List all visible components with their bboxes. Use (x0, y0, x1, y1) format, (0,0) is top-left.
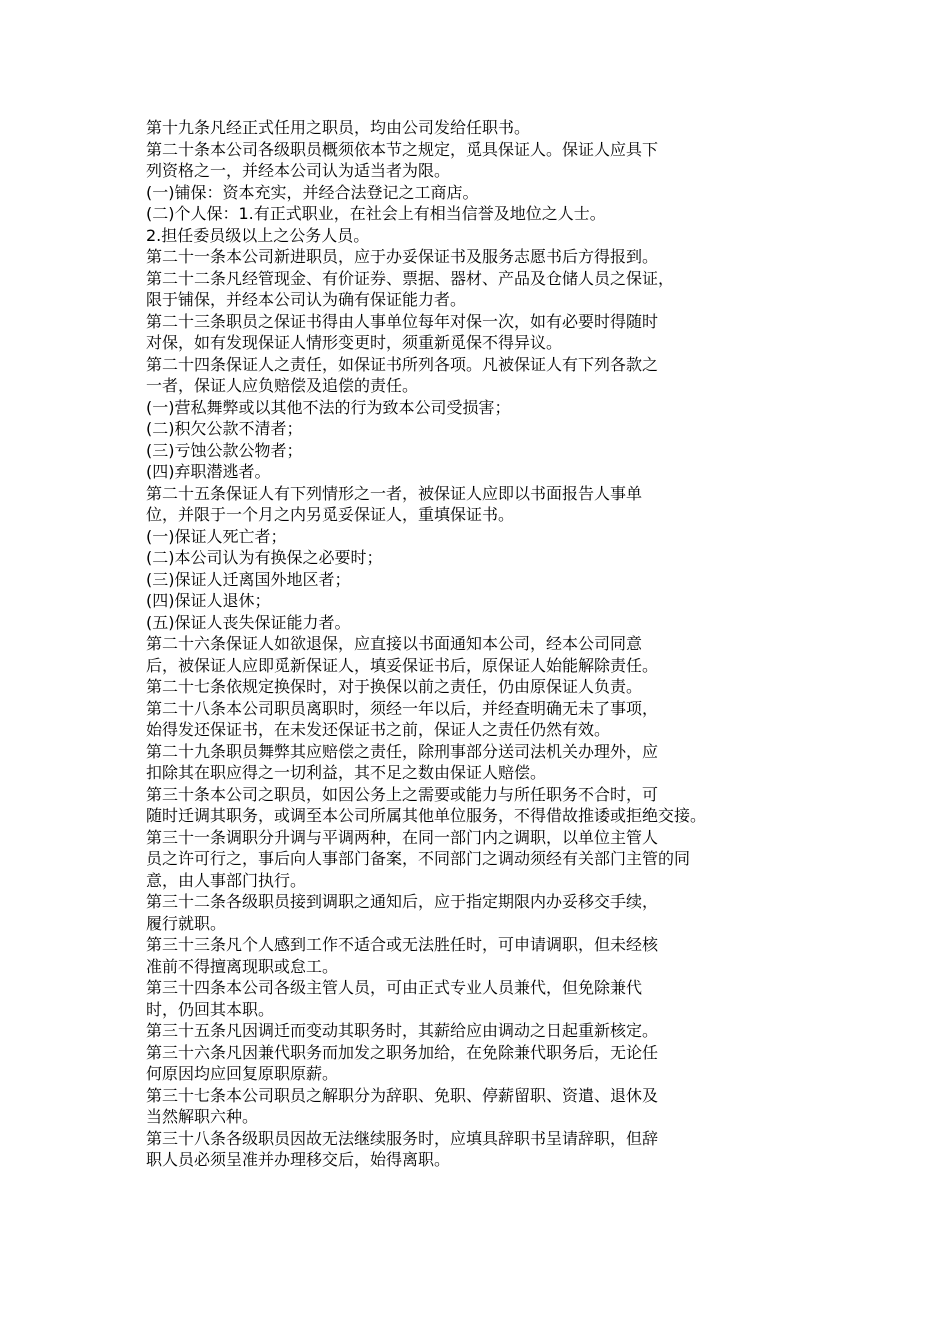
text-line: 第二十七条依规定换保时，对于换保以前之责任，仍由原保证人负责。 (146, 677, 643, 696)
text-line: 位，并限于一个月之内另觅妥保证人，重填保证书。 (146, 505, 515, 524)
text-line: 第三十五条凡因调迁而变动其职务时，其薪给应由调动之日起重新核定。 (146, 1021, 659, 1040)
text-line: (三)亏蚀公款公物者； (146, 440, 303, 460)
text-line: 第三十一条调职分升调与平调两种，在同一部门内之调职，以单位主管人 (146, 827, 659, 847)
text-line: 履行就职。 (146, 913, 227, 933)
text-line: 第三十六条凡因兼代职务而加发之职务加给，在免除兼代职务后，无论任 (146, 1042, 659, 1062)
text-line: (二)本公司认为有换保之必要时； (146, 548, 383, 567)
text-line: 始得发还保证书，在未发还保证书之前，保证人之责任仍然有效。 (146, 720, 611, 739)
text-line: 员之许可行之，事后向人事部门备案，不同部门之调动须经有关部门主管的同 (146, 849, 691, 868)
text-line: 扣除其在职应得之一切利益，其不足之数由保证人赔偿。 (146, 763, 547, 782)
text-line: (一)铺保：资本充实，并经合法登记之工商店。 (146, 182, 479, 202)
text-line: 第二十六条保证人如欲退保，应直接以书面通知本公司，经本公司同意 (146, 634, 643, 653)
text-line: (四)弃职潜逃者。 (146, 462, 271, 481)
text-line: 第二十八条本公司职员离职时，须经一年以后，并经查明确无未了事项， (146, 698, 659, 718)
text-line: 准前不得擅离现职或怠工。 (146, 956, 339, 976)
text-line: (五)保证人丧失保证能力者。 (146, 612, 351, 632)
text-line: 随时迁调其职务，或调至本公司所属其他单位服务，不得借故推诿或拒绝交接。 (146, 806, 707, 825)
text-line: 第三十四条本公司各级主管人员，可由正式专业人员兼代，但免除兼代 (146, 978, 643, 997)
text-line: 第十九条凡经正式任用之职员，均由公司发给任职书。 (146, 118, 531, 137)
text-line: (二)积欠公款不清者； (146, 419, 303, 438)
text-line: 第三十七条本公司职员之解职分为辞职、免职、停薪留职、资遣、退休及 (146, 1085, 659, 1105)
text-line: (二)个人保：1.有正式职业，在社会上有相当信誉及地位之人士。 (146, 204, 606, 223)
text-line: 对保，如有发现保证人情形变更时，须重新觅保不得异议。 (146, 333, 563, 352)
text-line: 时，仍回其本职。 (146, 999, 275, 1019)
text-line: 第二十一条本公司新进职员，应于办妥保证书及服务志愿书后方得报到。 (146, 247, 659, 266)
text-line: 第二十五条保证人有下列情形之一者，被保证人应即以书面报告人事单 (146, 483, 643, 503)
text-line: 限于铺保，并经本公司认为确有保证能力者。 (146, 290, 467, 309)
text-line: 第三十条本公司之职员，如因公务上之需要或能力与所任职务不合时，可 (146, 784, 659, 804)
text-line: 第三十三条凡个人感到工作不适合或无法胜任时，可申请调职，但未经核 (146, 935, 659, 954)
text-line: 意，由人事部门执行。 (146, 870, 307, 890)
text-line: 第二十四条保证人之责任，如保证书所列各项。凡被保证人有下列各款之 (146, 354, 659, 374)
text-line: 第二十三条职员之保证书得由人事单位每年对保一次，如有必要时得随时 (146, 311, 659, 331)
text-line: 第二十二条凡经管现金、有价证券、票据、器材、产品及仓储人员之保证， (146, 268, 675, 288)
text-line: 第三十二条各级职员接到调职之通知后，应于指定期限内办妥移交手续， (146, 892, 659, 911)
text-line: 列资格之一，并经本公司认为适当者为限。 (146, 161, 451, 180)
text-line: (一)营私舞弊或以其他不法的行为致本公司受损害； (146, 397, 511, 417)
document-body (146, 117, 826, 1171)
text-line: (三)保证人迁离国外地区者； (146, 569, 351, 589)
text-line: 后，被保证人应即觅新保证人，填妥保证书后，原保证人始能解除责任。 (146, 655, 659, 675)
text-line: 第二十条本公司各级职员概须依本节之规定，觅具保证人。保证人应具下 (146, 139, 659, 159)
text-line: 一者，保证人应负赔偿及追偿的责任。 (146, 376, 419, 395)
text-line: 当然解职六种。 (146, 1107, 259, 1126)
text-line: 职人员必须呈准并办理移交后，始得离职。 (146, 1150, 451, 1169)
text-line: 何原因均应回复原职原薪。 (146, 1064, 339, 1083)
text-line: (一)保证人死亡者； (146, 526, 287, 546)
text-line: 第二十九条职员舞弊其应赔偿之责任，除刑事部分送司法机关办理外，应 (146, 741, 659, 761)
text-line: (四)保证人退休； (146, 591, 271, 610)
text-line: 第三十八条各级职员因故无法继续服务时，应填具辞职书呈请辞职，但辞 (146, 1128, 659, 1148)
text-line: 2.担任委员级以上之公务人员。 (146, 225, 370, 245)
